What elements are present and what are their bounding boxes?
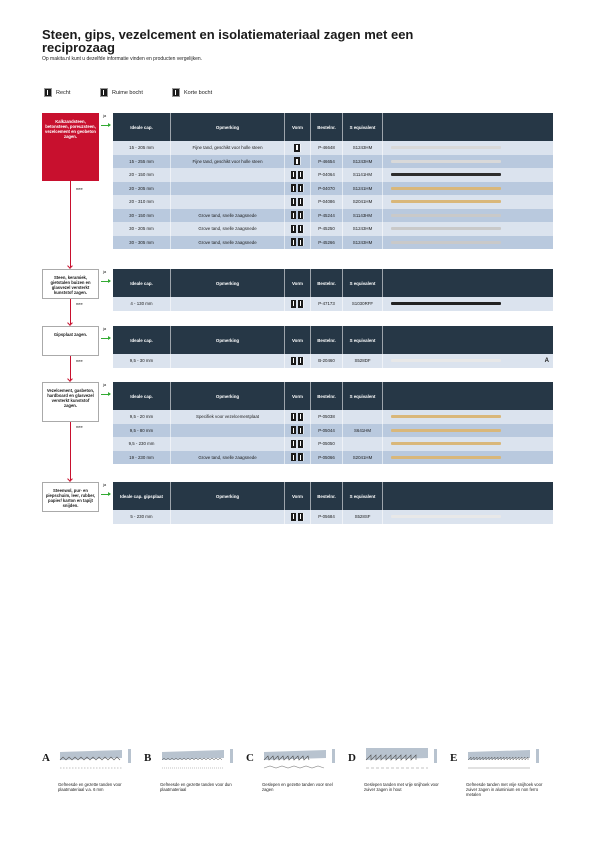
page-subtitle: Op makita.nl kunt u dezelfde informatie vinden en producten vergelijken. (42, 56, 203, 62)
straight-blade-icon (291, 211, 297, 219)
form-icons (294, 144, 301, 152)
ideal-cap-cell: 20 - 205 mm (113, 182, 171, 196)
table-row (113, 182, 553, 196)
table-row (113, 222, 553, 236)
blade-image-cell (383, 236, 553, 250)
blade-image-cell (383, 437, 553, 451)
table-header (113, 269, 553, 297)
ideal-cap-cell: 9,5 - 80 mm (113, 424, 171, 438)
header-order: Bestelnr. (311, 382, 343, 410)
form-cell (285, 424, 311, 438)
legend-item-tight-curve (172, 88, 212, 97)
order-number-cell: P-04070 (311, 182, 343, 196)
header-form: Vorm (285, 382, 311, 410)
tooth-types (42, 746, 553, 806)
form-icons (291, 198, 305, 206)
no-label: nee (76, 424, 83, 429)
remark-cell (171, 424, 285, 438)
saw-blade-image (391, 241, 501, 244)
header-blade (383, 482, 553, 510)
blade-image-cell (383, 195, 553, 209)
form-cell (285, 155, 311, 169)
form-cell (285, 222, 311, 236)
saw-blade-image (391, 173, 501, 176)
form-icons (291, 513, 305, 521)
form-cell (285, 195, 311, 209)
blade-table (113, 269, 553, 311)
ideal-cap-cell: 30 - 150 mm (113, 209, 171, 223)
table-row (113, 297, 553, 311)
ideal-cap-cell: 30 - 305 mm (113, 236, 171, 250)
wide-curve-blade-icon (298, 357, 304, 365)
blade-image-cell (383, 168, 553, 182)
blade-image-cell (383, 222, 553, 236)
table-row (113, 451, 553, 465)
header-remark: Opmerking (171, 113, 285, 141)
tooth-diagram-a (58, 746, 138, 774)
material-category: Vezelcement, gasbeton, hardboard en glasvezel versterkt kunststof zagen. (42, 382, 99, 422)
table-row (113, 168, 553, 182)
wide-curve-blade-icon (298, 198, 304, 206)
header-equivalent: S equivalent (343, 113, 383, 141)
ideal-cap-cell: 15 - 205 mm (113, 141, 171, 155)
equivalent-cell: S1143HM (343, 209, 383, 223)
header-ideal-cap: Ideale cap. gipsplaat (113, 482, 171, 510)
yes-arrow-icon (101, 125, 110, 126)
header-ideal-cap: Ideale cap. (113, 382, 171, 410)
straight-blade-icon (291, 426, 297, 434)
header-equivalent: S equivalent (343, 269, 383, 297)
remark-cell: Grove tand, snelle zaagsnede (171, 209, 285, 223)
ideal-cap-cell: 9,5 - 30 mm (113, 354, 171, 368)
table-header (113, 382, 553, 410)
blade-image-cell (383, 410, 553, 424)
remark-cell: Specifiek voor vezelcementplaat (171, 410, 285, 424)
order-number-cell: P-45244 (311, 209, 343, 223)
yes-arrow-icon (101, 494, 110, 495)
table-row (113, 195, 553, 209)
remark-cell (171, 182, 285, 196)
header-equivalent: S equivalent (343, 382, 383, 410)
blade-image-cell (383, 424, 553, 438)
ideal-cap-cell: 30 - 205 mm (113, 222, 171, 236)
blade-image-cell (383, 182, 553, 196)
order-number-cell: P-46654 (311, 155, 343, 169)
wide-curve-blade-icon (298, 238, 304, 246)
table-body (113, 141, 553, 249)
no-label: nee (76, 358, 83, 363)
table-row (113, 141, 553, 155)
legend-item-wide-curve (100, 88, 143, 97)
header-form: Vorm (285, 113, 311, 141)
header-form: Vorm (285, 269, 311, 297)
header-equivalent: S equivalent (343, 482, 383, 510)
saw-blade-image (391, 456, 501, 459)
straight-blade-icon (294, 157, 300, 165)
remark-cell (171, 354, 285, 368)
straight-blade-icon (291, 184, 297, 192)
no-arrow-icon (70, 181, 71, 267)
ideal-cap-cell: 9,5 - 20 mm (113, 410, 171, 424)
no-label: nee (76, 186, 83, 191)
saw-blade-image (391, 187, 501, 190)
table-body (113, 354, 553, 368)
blade-image-cell (383, 209, 553, 223)
header-blade (383, 269, 553, 297)
header-order: Bestelnr. (311, 113, 343, 141)
remark-cell: Grove tand, snelle zaagsnede (171, 451, 285, 465)
form-icons (291, 426, 305, 434)
form-icons (291, 171, 305, 179)
straight-blade-icon (291, 300, 297, 308)
header-remark: Opmerking (171, 326, 285, 354)
remark-cell (171, 437, 285, 451)
material-category: Steenwol, pur- en piepschuim, leer, rubber, papier/ karton en tapijt snijden. (42, 482, 99, 512)
blade-image-cell (383, 510, 553, 524)
material-category: Gipsplaat zagen. (42, 326, 99, 356)
blade-table (113, 482, 553, 524)
tooth-caption: Geslepen tanden met vrije snijhoek voor zuiver zagen in hout (364, 782, 439, 792)
equivalent-cell: S1243HM (343, 236, 383, 250)
straight-blade-icon (291, 238, 297, 246)
form-cell (285, 182, 311, 196)
table-body (113, 410, 553, 464)
order-number-cell: P-45266 (311, 236, 343, 250)
header-remark: Opmerking (171, 382, 285, 410)
header-order: Bestelnr. (311, 326, 343, 354)
wide-curve-blade-icon (298, 300, 304, 308)
tooth-letter: E (450, 752, 458, 764)
order-number-cell: P-47173 (311, 297, 343, 311)
tooth-letter: D (348, 752, 356, 764)
form-icons (291, 357, 305, 365)
header-equivalent: S equivalent (343, 326, 383, 354)
tooth-type-tag: A (544, 357, 549, 364)
blade-image-cell (383, 297, 553, 311)
equivalent-cell: S1141HM (343, 168, 383, 182)
ideal-cap-cell: 5 - 230 mm (113, 510, 171, 524)
header-remark: Opmerking (171, 482, 285, 510)
remark-cell: Grove tand, snelle zaagsnede (171, 222, 285, 236)
straight-blade-icon (291, 513, 297, 521)
wide-curve-blade-icon (100, 88, 108, 97)
saw-blade-image (391, 515, 501, 518)
order-number-cell: P-05044 (311, 424, 343, 438)
equivalent-cell: S528SF (343, 510, 383, 524)
saw-blade-image (391, 146, 501, 149)
ideal-cap-cell: 15 - 255 mm (113, 155, 171, 169)
wide-curve-blade-icon (298, 413, 304, 421)
ideal-cap-cell: 9,5 - 230 mm (113, 437, 171, 451)
ideal-cap-cell: 20 - 150 mm (113, 168, 171, 182)
table-header (113, 482, 553, 510)
header-order: Bestelnr. (311, 269, 343, 297)
tooth-diagram-b (160, 746, 240, 774)
remark-cell (171, 510, 285, 524)
form-icons (291, 225, 305, 233)
wide-curve-blade-icon (298, 171, 304, 179)
straight-blade-icon (291, 413, 297, 421)
material-category: Kalkzandsteen, betonsteen, poreuzsteen, vezelcement en geobeton zagen. (42, 113, 99, 181)
ideal-cap-cell: 4 - 130 mm (113, 297, 171, 311)
remark-cell: Fijne tand, geschikt voor holle steen (171, 141, 285, 155)
header-form: Vorm (285, 482, 311, 510)
saw-blade-image (391, 214, 501, 217)
equivalent-cell: S528DF (343, 354, 383, 368)
straight-blade-icon (44, 88, 52, 97)
table-row (113, 410, 553, 424)
blade-image-cell (383, 354, 553, 368)
remark-cell (171, 297, 285, 311)
straight-blade-icon (291, 198, 297, 206)
table-header (113, 113, 553, 141)
tooth-letter: B (144, 752, 152, 764)
tooth-diagram-d (364, 746, 444, 774)
remark-cell: Grove tand, snelle zaagsnede (171, 236, 285, 250)
table-row (113, 510, 553, 524)
order-number-cell: B-20460 (311, 354, 343, 368)
legend-label: Recht (56, 89, 71, 96)
saw-blade-image (391, 415, 501, 418)
form-icons (291, 211, 305, 219)
material-category: Steen, keramiek, gietstalen buizen en glasvezel versterkt kunststof zagen. (42, 269, 99, 299)
saw-blade-image (391, 302, 501, 305)
form-icons (291, 238, 305, 246)
no-arrow-icon (70, 299, 71, 324)
equivalent-cell: S1030RFF (343, 297, 383, 311)
table-body (113, 510, 553, 524)
ideal-cap-cell: 20 - 310 mm (113, 195, 171, 209)
form-icons (291, 184, 305, 192)
saw-blade-image (391, 160, 501, 163)
yes-label: ja (103, 382, 107, 387)
tooth-caption: Geslepen en gezette tanden voor snel zagen (262, 782, 333, 792)
yes-label: ja (103, 269, 107, 274)
straight-blade-icon (291, 171, 297, 179)
straight-blade-icon (291, 453, 297, 461)
straight-blade-icon (291, 225, 297, 233)
form-cell (285, 510, 311, 524)
straight-blade-icon (291, 357, 297, 365)
header-form: Vorm (285, 326, 311, 354)
no-arrow-icon (70, 422, 71, 480)
blade-table (113, 113, 553, 249)
order-number-cell: P-05066 (311, 451, 343, 465)
header-blade (383, 326, 553, 354)
tight-curve-blade-icon (172, 88, 180, 97)
tooth-caption: Gefreesde en gezette tanden voor plaatmateriaal v.a. 6 mm (58, 782, 122, 792)
straight-blade-icon (294, 144, 300, 152)
wide-curve-blade-icon (298, 426, 304, 434)
table-row (113, 209, 553, 223)
header-remark: Opmerking (171, 269, 285, 297)
blade-image-cell (383, 451, 553, 465)
form-cell (285, 141, 311, 155)
equivalent-cell (343, 437, 383, 451)
yes-arrow-icon (101, 338, 110, 339)
form-cell (285, 236, 311, 250)
saw-blade-image (391, 200, 501, 203)
tooth-letter: C (246, 752, 254, 764)
tooth-diagram-e (466, 746, 546, 774)
yes-arrow-icon (101, 394, 110, 395)
form-icons (294, 157, 301, 165)
header-order: Bestelnr. (311, 482, 343, 510)
straight-blade-icon (291, 440, 297, 448)
header-ideal-cap: Ideale cap. (113, 269, 171, 297)
yes-label: ja (103, 113, 107, 118)
equivalent-cell (343, 410, 383, 424)
order-number-cell: P-05050 (311, 437, 343, 451)
form-icons (291, 453, 305, 461)
page-title: Steen, gips, vezelcement en isolatiemateriaal zagen met een reciprozaag (42, 27, 414, 55)
remark-cell (171, 168, 285, 182)
form-cell (285, 297, 311, 311)
wide-curve-blade-icon (298, 225, 304, 233)
equivalent-cell: S2041HM (343, 451, 383, 465)
table-header (113, 326, 553, 354)
equivalent-cell: S1243HM (343, 155, 383, 169)
wide-curve-blade-icon (298, 184, 304, 192)
header-ideal-cap: Ideale cap. (113, 326, 171, 354)
equivalent-cell: S2041HM (343, 195, 383, 209)
yes-arrow-icon (101, 281, 110, 282)
no-arrow-icon (70, 356, 71, 380)
header-blade (383, 113, 553, 141)
form-icons (291, 440, 305, 448)
saw-blade-image (391, 429, 501, 432)
blade-image-cell (383, 141, 553, 155)
form-cell (285, 168, 311, 182)
saw-blade-image (391, 227, 501, 230)
form-cell (285, 437, 311, 451)
form-icons (291, 413, 305, 421)
header-blade (383, 382, 553, 410)
tooth-caption: Gefreesde en gezette tanden voor dun plaatmateriaal (160, 782, 232, 792)
equivalent-cell: S641HM (343, 424, 383, 438)
form-cell (285, 354, 311, 368)
remark-cell (171, 195, 285, 209)
wide-curve-blade-icon (298, 513, 304, 521)
form-cell (285, 451, 311, 465)
order-number-cell: P-05038 (311, 410, 343, 424)
ideal-cap-cell: 19 - 230 mm (113, 451, 171, 465)
legend (44, 88, 244, 98)
legend-label: Korte bocht (184, 89, 213, 96)
wide-curve-blade-icon (298, 440, 304, 448)
blade-image-cell (383, 155, 553, 169)
saw-blade-image (391, 359, 501, 362)
table-row (113, 354, 553, 368)
legend-item-straight (44, 88, 70, 97)
form-cell (285, 410, 311, 424)
wide-curve-blade-icon (298, 453, 304, 461)
table-row (113, 437, 553, 451)
tooth-caption: Gefreesde tanden met vrije snijhoek voor zuiver zagen in aluminium en non ferro metalen (466, 782, 543, 797)
order-number-cell: P-46648 (311, 141, 343, 155)
legend-label: Ruime bocht (112, 89, 143, 96)
table-row (113, 236, 553, 250)
form-cell (285, 209, 311, 223)
order-number-cell: P-04086 (311, 195, 343, 209)
saw-blade-image (391, 442, 501, 445)
yes-label: ja (103, 326, 107, 331)
tooth-letter: A (42, 752, 50, 764)
yes-label: ja (103, 482, 107, 487)
blade-table (113, 326, 553, 368)
remark-cell: Fijne tand, geschikt voor holle steen (171, 155, 285, 169)
form-icons (291, 300, 305, 308)
blade-table (113, 382, 553, 464)
equivalent-cell: S1241HM (343, 182, 383, 196)
no-label: nee (76, 301, 83, 306)
wide-curve-blade-icon (298, 211, 304, 219)
table-body (113, 297, 553, 311)
table-row (113, 155, 553, 169)
equivalent-cell: S1243HM (343, 141, 383, 155)
equivalent-cell: S1243HM (343, 222, 383, 236)
order-number-cell: P-04064 (311, 168, 343, 182)
table-row (113, 424, 553, 438)
order-number-cell: P-45250 (311, 222, 343, 236)
tooth-diagram-c (262, 746, 342, 774)
header-ideal-cap: Ideale cap. (113, 113, 171, 141)
order-number-cell: P-05684 (311, 510, 343, 524)
